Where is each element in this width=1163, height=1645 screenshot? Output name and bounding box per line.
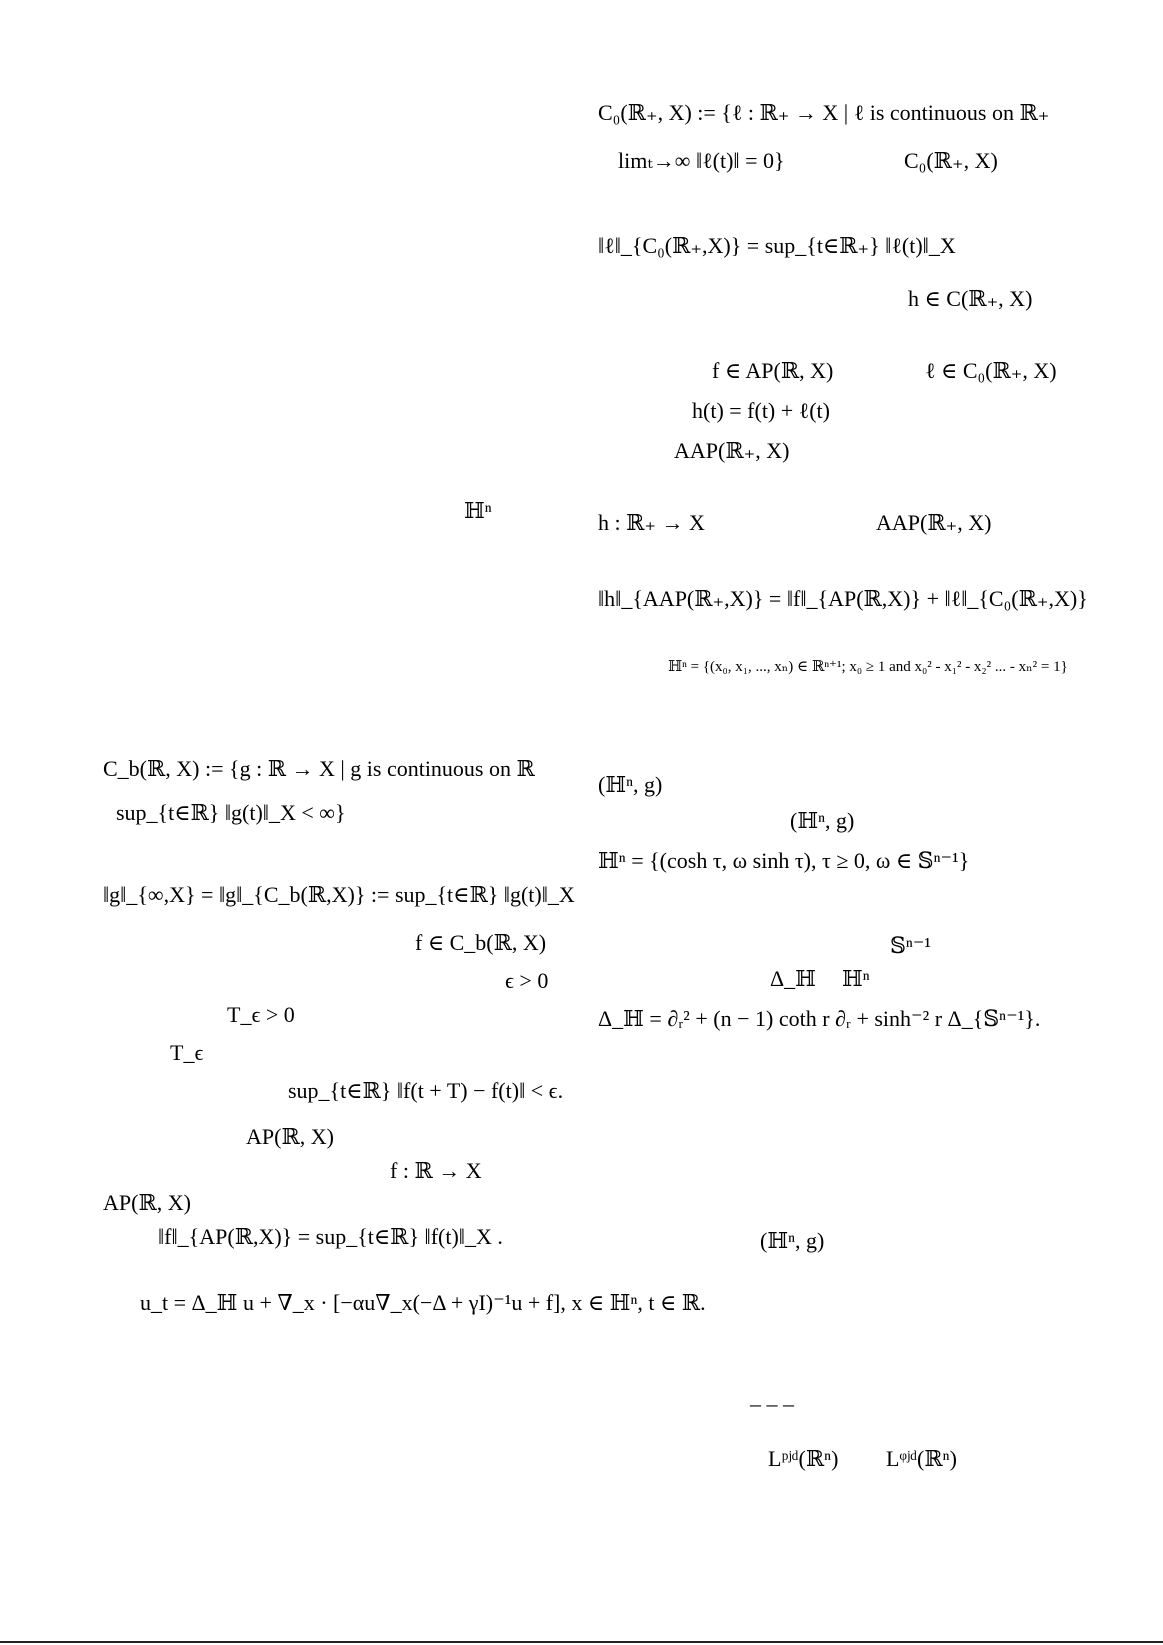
- ap-space: AP(ℝ, X): [246, 1124, 334, 1149]
- laplacian-formula: Δ_ℍ = ∂ᵣ² + (n − 1) coth r ∂ᵣ + sinh⁻² r Δ_{𝕊ⁿ⁻¹}.: [598, 1006, 1041, 1031]
- cb-definition-line-1: C_b(ℝ, X) := {g : ℝ → X | g is continuous on ℝ: [103, 756, 535, 781]
- sup-norm: ‖g‖_{∞,X} = ‖g‖_{C_b(ℝ,X)} := sup_{t∈ℝ} ‖g(t)‖_X: [103, 882, 575, 907]
- manifold-label-1: (ℍⁿ, g): [598, 772, 663, 797]
- page-bottom-rule: [0, 1641, 1163, 1643]
- manifold-label-2: (ℍⁿ, g): [790, 808, 855, 833]
- aap-space-2: AAP(ℝ₊, X): [876, 510, 992, 535]
- lorentz-space-q: Lᵠʲᵈ(ℝⁿ): [886, 1446, 957, 1471]
- hyperboloid-definition: ℍⁿ = {(x₀, x₁, ..., xₙ) ∈ ℝⁿ⁺¹; x₀ ≥ 1 and x₀² - x₁² - x₂² ... - xₙ² = 1}: [668, 659, 1068, 675]
- aap-space: AAP(ℝ₊, X): [674, 438, 790, 463]
- aap-norm: ‖h‖_{AAP(ℝ₊,X)} = ‖f‖_{AP(ℝ,X)} + ‖ℓ‖_{C₀(ℝ₊,X)}: [598, 586, 1088, 611]
- c0-space: C₀(ℝ₊, X): [904, 148, 998, 173]
- f-in-ap: f ∈ AP(ℝ, X): [712, 358, 834, 383]
- t-epsilon: T_ϵ: [170, 1040, 204, 1065]
- main-equation: u_t = Δ_ℍ u + ∇_x · [−αu∇_x(−Δ + γI)⁻¹u + f], x ∈ ℍⁿ, t ∈ ℝ.: [140, 1290, 706, 1315]
- f-in-cb: f ∈ C_b(ℝ, X): [415, 930, 547, 955]
- h-in-c: h ∈ C(ℝ₊, X): [908, 286, 1033, 311]
- hn-symbol-left: ℍⁿ: [464, 498, 492, 523]
- laplacian-symbol: Δ_ℍ: [770, 966, 816, 991]
- c0-definition-line-1: C₀(ℝ₊, X) := {ℓ : ℝ₊ → X | ℓ is continuous on ℝ₊: [598, 100, 1050, 125]
- t-epsilon-positive: T_ϵ > 0: [227, 1002, 295, 1027]
- hn-symbol: ℍⁿ: [842, 966, 870, 991]
- h-decomposition: h(t) = f(t) + ℓ(t): [692, 398, 830, 423]
- ap-space-2: AP(ℝ, X): [103, 1190, 191, 1215]
- f-map: f : ℝ → X: [390, 1158, 482, 1183]
- l-in-c0: ℓ ∈ C₀(ℝ₊, X): [925, 358, 1057, 383]
- ap-norm: ‖f‖_{AP(ℝ,X)} = sup_{t∈ℝ} ‖f(t)‖_X .: [158, 1224, 503, 1249]
- h-map: h : ℝ₊ → X: [598, 510, 705, 535]
- c0-norm: ‖ℓ‖_{C₀(ℝ₊,X)} = sup_{t∈ℝ₊} ‖ℓ(t)‖_X: [598, 233, 956, 258]
- c0-definition-line-2: limₜ→∞ ‖ℓ(t)‖ = 0}: [618, 148, 785, 173]
- cb-definition-line-2: sup_{t∈ℝ} ‖g(t)‖_X < ∞}: [116, 800, 346, 825]
- epsilon-positive: ϵ > 0: [505, 968, 549, 993]
- lorentz-space-p: Lᵖʲᵈ(ℝⁿ): [768, 1446, 839, 1471]
- sphere-symbol: 𝕊ⁿ⁻¹: [890, 933, 932, 958]
- fraction-dashes: – – –: [750, 1391, 794, 1416]
- polar-coordinates: ℍⁿ = {(cosh τ, ω sinh τ), τ ≥ 0, ω ∈ 𝕊ⁿ⁻¹}: [598, 848, 970, 873]
- manifold-label-3: (ℍⁿ, g): [760, 1228, 825, 1253]
- almost-periodic-condition: sup_{t∈ℝ} ‖f(t + T) − f(t)‖ < ϵ.: [288, 1078, 564, 1103]
